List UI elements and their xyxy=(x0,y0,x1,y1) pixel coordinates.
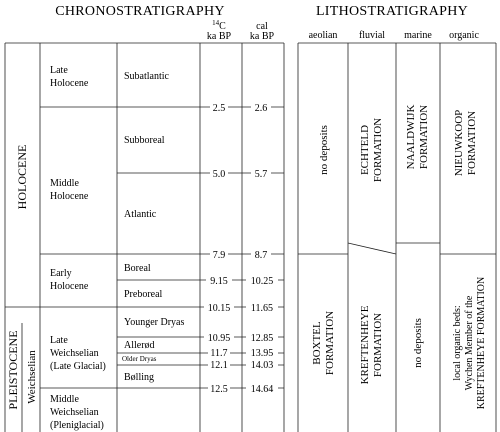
age-cal: 8.7 xyxy=(254,250,268,261)
litho-boxtel xyxy=(311,311,336,375)
age-cal: 12.85 xyxy=(250,333,274,344)
c14-superscript: 14 xyxy=(212,19,220,27)
boxtel-line-2: FORMATION xyxy=(324,310,336,376)
kreftenheye-line-1: KREFTENHEYE xyxy=(359,305,371,385)
age-c14: 12.5 xyxy=(210,384,228,395)
litho-no-deposits-aeolian: no deposits xyxy=(318,125,330,175)
subdiv-late-weichselian-1: Late xyxy=(50,335,68,346)
subdivision-labels xyxy=(50,65,106,431)
stage-older-dryas: Older Dryas xyxy=(122,355,157,363)
litho-col-marine: marine xyxy=(404,30,432,41)
litho-col-fluvial: fluvial xyxy=(358,30,386,41)
stage-boreal: Boreal xyxy=(124,263,151,274)
age-cal: 5.7 xyxy=(254,169,268,180)
kreftenheye-line-2: FORMATION xyxy=(372,312,384,378)
stage-allerod: Allerød xyxy=(124,340,155,351)
naaldwijk-line-2: FORMATION xyxy=(418,104,430,170)
stage-subboreal: Subboreal xyxy=(124,135,165,146)
subdiv-middle-holocene-2: Holocene xyxy=(50,191,89,202)
nieuwkoop-line-2: FORMATION xyxy=(466,110,478,176)
litho-echteld xyxy=(359,118,384,182)
c14-symbol: C xyxy=(219,21,226,32)
age-cal: 11.65 xyxy=(250,303,274,314)
stage-bolling: Bølling xyxy=(124,372,155,383)
subdiv-late-holocene-2: Holocene xyxy=(50,78,89,89)
age-c14: 5.0 xyxy=(212,169,226,180)
subdiv-middle-weichselian-2: Weichselian xyxy=(50,407,99,418)
age-cal: 14.64 xyxy=(250,384,274,395)
naaldwijk-line-1: NAALDWIJK xyxy=(405,104,417,170)
stage-labels xyxy=(122,71,184,383)
boxtel-line-1: BOXTEL xyxy=(311,321,323,365)
litho-kreftenheye xyxy=(359,305,384,384)
age-cal: 2.6 xyxy=(254,103,268,114)
chrono-header: CHRONOSTRATIGRAPHY xyxy=(55,4,225,19)
age-c14: 10.95 xyxy=(207,333,231,344)
age-c14: 12.1 xyxy=(210,360,228,371)
age-cal: 10.25 xyxy=(250,276,274,287)
subdiv-late-holocene-1: Late xyxy=(50,65,68,76)
stage-atlantic: Atlantic xyxy=(124,209,157,220)
subdiv-early-holocene-1: Early xyxy=(50,268,72,279)
organic-beds-line-2: Wychen Member of the xyxy=(464,295,475,391)
c14-unit: ka BP xyxy=(206,31,232,42)
echteld-line-1: ECHTELD xyxy=(359,124,371,176)
subdiv-middle-holocene-1: Middle xyxy=(50,178,79,189)
age-c14: 7.9 xyxy=(212,250,226,261)
subdiv-middle-weichselian-3: (Pleniglacial) xyxy=(50,420,104,431)
epoch-weichselian: Weichselian xyxy=(26,350,38,404)
subdiv-late-weichselian-2: Weichselian xyxy=(50,348,99,359)
litho-col-organic: organic xyxy=(449,30,479,41)
stage-younger-dryas: Younger Dryas xyxy=(124,317,185,328)
litho-naaldwijk xyxy=(405,105,430,170)
age-c14: 9.15 xyxy=(210,276,228,287)
age-cal: 14.03 xyxy=(250,360,274,371)
age-c14: 10.15 xyxy=(207,303,231,314)
litho-col-aeolian: aeolian xyxy=(308,30,338,41)
nieuwkoop-line-1: NIEUWKOOP xyxy=(453,109,465,177)
litho-no-deposits-marine: no deposits xyxy=(412,318,424,368)
stage-preboreal: Preboreal xyxy=(124,289,163,300)
litho-header: LITHOSTRATIGRAPHY xyxy=(315,4,469,19)
epoch-holocene: HOLOCENE xyxy=(15,144,29,210)
subdiv-early-holocene-2: Holocene xyxy=(50,281,89,292)
organic-beds-line-1: local organic beds: xyxy=(452,305,463,381)
echteld-line-2: FORMATION xyxy=(372,117,384,183)
age-cal: 13.95 xyxy=(250,348,274,359)
organic-beds-line-3: KREFTENHEYE FORMATION xyxy=(476,276,487,410)
age-c14: 11.7 xyxy=(210,348,228,359)
subdiv-late-weichselian-3: (Late Glacial) xyxy=(50,361,106,372)
age-c14: 2.5 xyxy=(212,103,226,114)
stage-subatlantic: Subatlantic xyxy=(124,71,169,82)
litho-organic-beds xyxy=(452,277,487,410)
epoch-pleistocene: PLEISTOCENE xyxy=(6,330,20,410)
cal-header: cal xyxy=(256,21,268,32)
subdiv-middle-weichselian-1: Middle xyxy=(50,394,79,405)
cal-unit: ka BP xyxy=(249,31,275,42)
litho-nieuwkoop xyxy=(453,110,478,177)
